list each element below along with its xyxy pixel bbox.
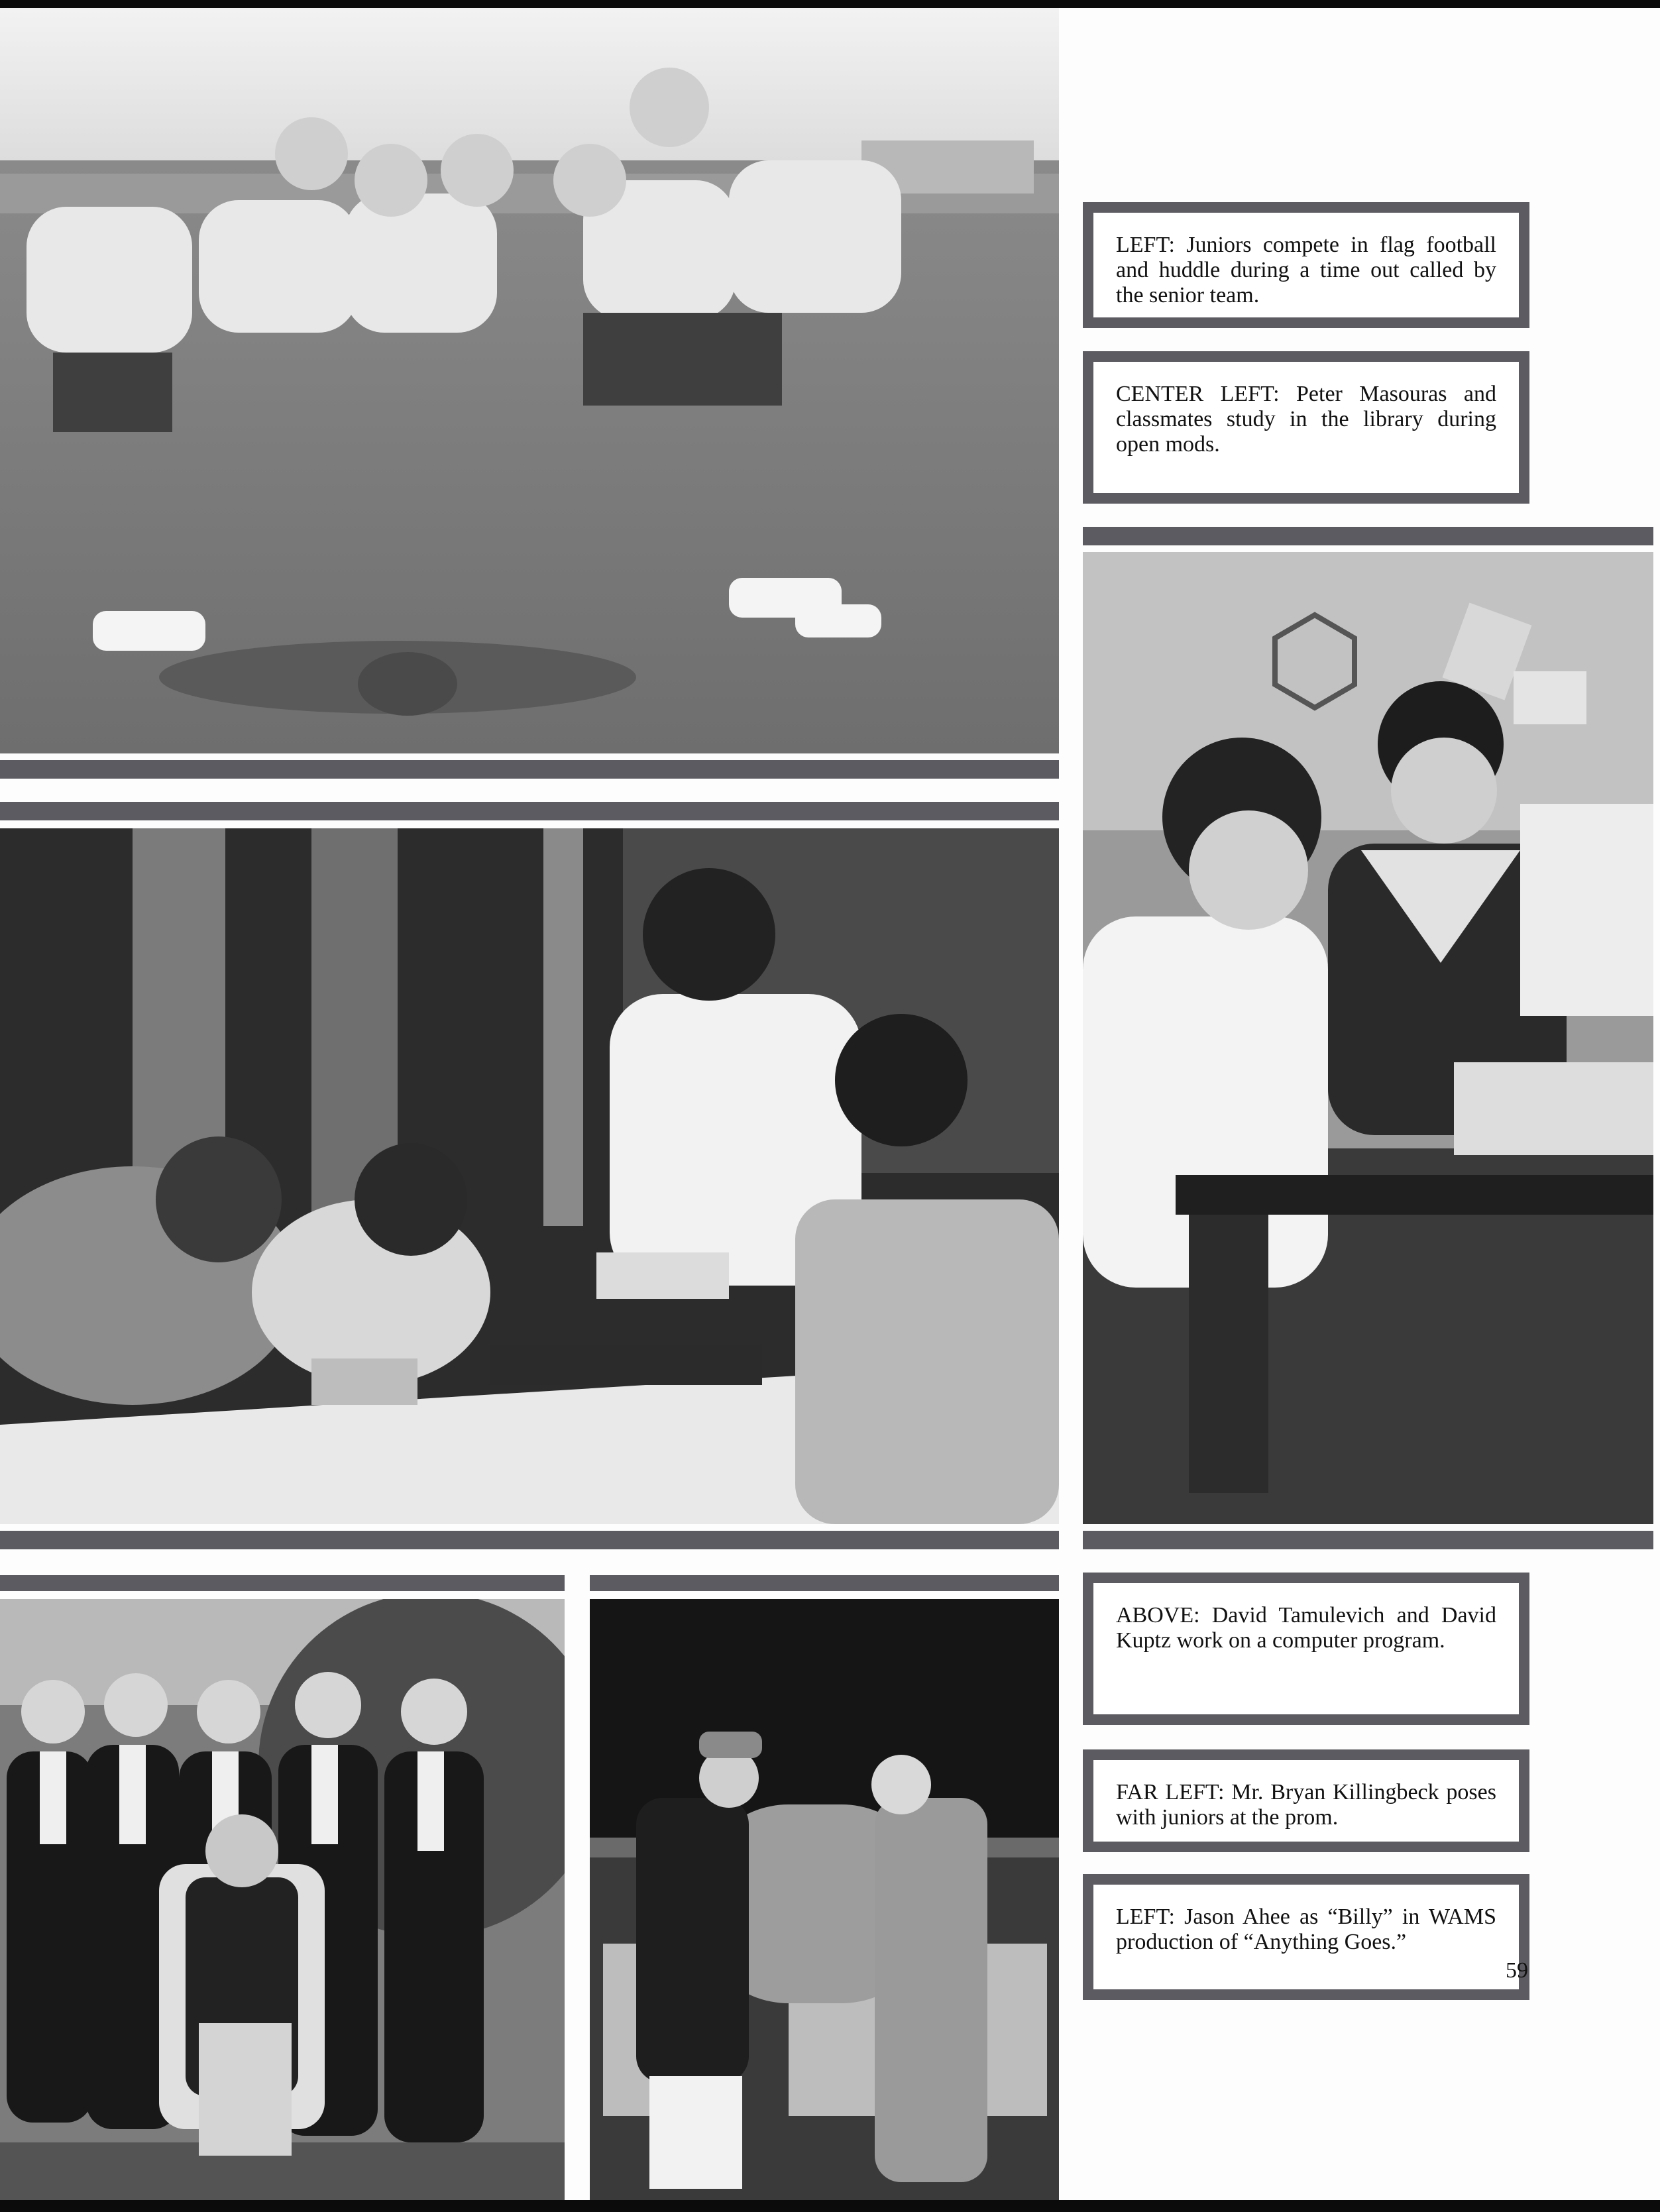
caption-box-play [1083,1874,1529,2000]
page-border-top [0,0,1660,8]
caption-text: ABOVE: David Tamulevich and David Kuptz work on a computer program. [1093,1583,1519,1714]
divider-bar [0,760,1059,779]
photo-play [590,1599,1059,2200]
page-border-bottom [0,2200,1660,2212]
divider-bar [590,1575,1059,1591]
divider-bar [1083,527,1653,545]
divider-bar [0,1575,565,1591]
divider-bar [0,802,1059,820]
caption-text: FAR LEFT: Mr. Bryan Killingbeck poses with juniors at the prom. [1093,1760,1519,1842]
caption-text: CENTER LEFT: Peter Masouras and classmates study in the library during open mods. [1093,362,1519,493]
caption-box-computer [1083,1573,1529,1725]
page-number: 59 [1506,1958,1528,1983]
caption-box-football [1083,202,1529,328]
caption-text: LEFT: Jason Ahee as “Billy” in WAMS production of “Anything Goes.” [1093,1885,1519,1989]
caption-text: LEFT: Juniors compete in flag football and huddle during a time out called by the senior team. [1093,213,1519,317]
photo-computer-program [1083,552,1653,1524]
photo-flag-football [0,8,1059,753]
caption-box-prom [1083,1749,1529,1852]
divider-bar [1083,1531,1653,1549]
photo-library-study [0,828,1059,1524]
caption-box-library [1083,351,1529,504]
divider-bar [0,1531,1059,1549]
photo-prom [0,1599,565,2200]
